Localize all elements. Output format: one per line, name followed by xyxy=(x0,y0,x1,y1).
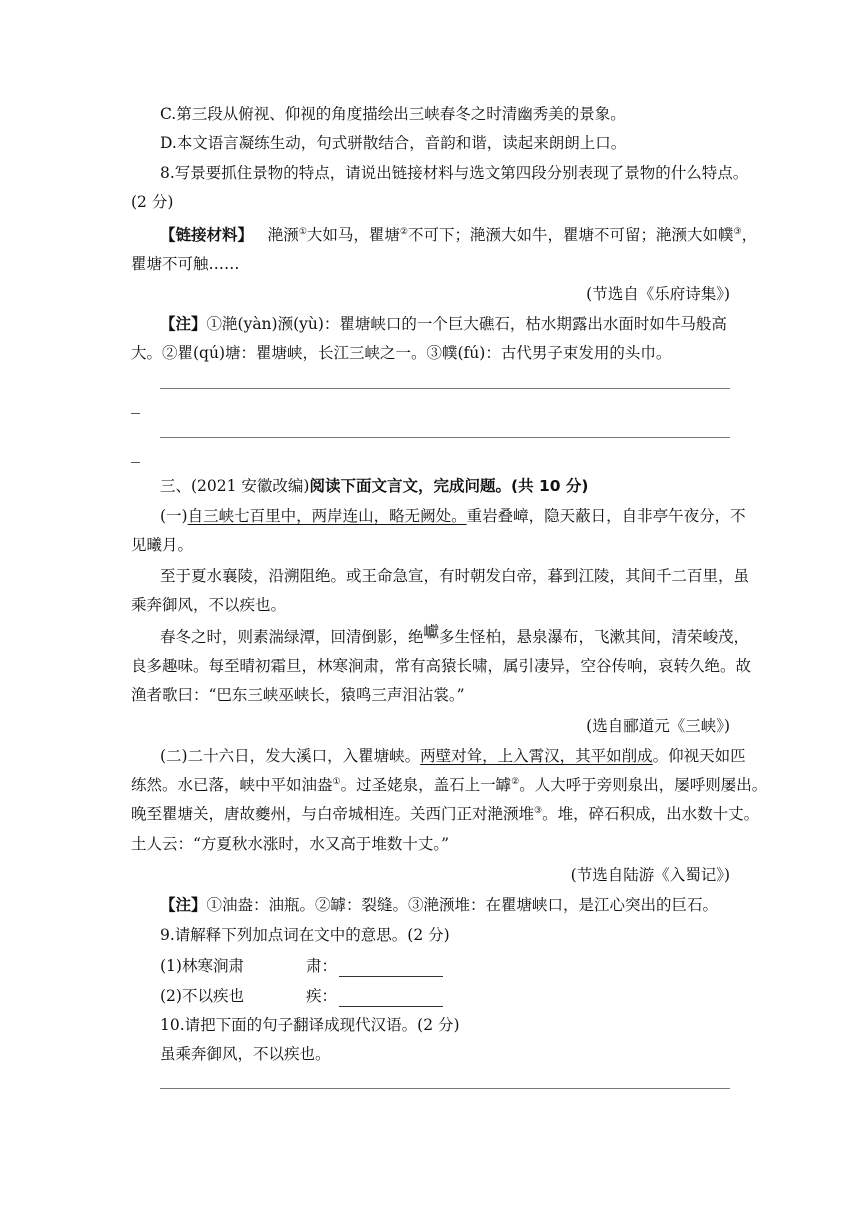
passage2-line3: 晚至瞿塘关，唐故夔州，与白帝城相连。关西门正对滟滪堆③。堆，碎石积成，出水数十丈。 xyxy=(131,805,760,823)
answer-blank[interactable] xyxy=(339,960,443,977)
q7-option-d: D.本文语言凝练生动，句式骈散结合，音韵和谐，读起来朗朗上口。 xyxy=(160,134,627,152)
passage2-source: (节选自陆游《入蜀记》) xyxy=(570,866,730,884)
underlined-sentence: 两壁对耸，上入霄汉，其平如削成 xyxy=(420,747,653,765)
answer-line[interactable] xyxy=(160,1088,730,1089)
passage2-line1: (二)二十六日，发大溪口，入瞿塘峡。两壁对耸，上入霄汉，其平如削成。仰视天如匹 xyxy=(160,747,746,765)
material-label: 【链接材料】 xyxy=(160,226,254,244)
q8-note-line2: 大。②瞿(qú)塘：瞿塘峡，长江三峡之一。③幞(fú)：古代男子束发用的头巾。 xyxy=(131,344,672,362)
answer-line-mark xyxy=(131,462,140,463)
q8-material-source: (节选自《乐府诗集》) xyxy=(586,285,730,303)
q8-points: (2 分) xyxy=(131,193,174,211)
rare-character: 巘 xyxy=(423,623,440,641)
q9-item2-answer: 疾： xyxy=(306,985,443,1007)
q8-material-line2: 瞿塘不可触…… xyxy=(131,255,240,273)
q9-item2: (2)不以疾也 xyxy=(160,987,244,1005)
passage1-line1: (一)自三峡七百里中，两岸连山，略无阙处。重岩叠嶂，隐天蔽日，自非亭午夜分，不 xyxy=(160,507,746,525)
q10-prompt: 10.请把下面的句子翻译成现代汉语。(2 分) xyxy=(160,1016,460,1034)
section3-note: 【注】①油盎：油瓶。②罅：裂缝。③滟滪堆：在瞿塘峡口，是江心突出的巨石。 xyxy=(160,896,719,914)
passage1-para2-line2: 乘奔御风，不以疾也。 xyxy=(131,596,287,614)
note-label: 【注】 xyxy=(160,315,207,333)
passage2-line2: 练然。水已落，峡中平如油盎①。过圣姥泉，盖石上一罅②。人大呼于旁则泉出，屡呼则屡出。 xyxy=(131,776,768,794)
note-label: 【注】 xyxy=(160,896,207,914)
underlined-sentence: 自三峡七百里中，两岸连山，略无阙处。 xyxy=(187,507,467,525)
q8-prompt: 8.写景要抓住景物的特点，请说出链接材料与选文第四段分别表现了景物的什么特点。 xyxy=(160,164,749,182)
passage1-para3-line3: 渔者歌曰：“巴东三峡巫峡长，猿鸣三声泪沾裳。” xyxy=(131,686,465,704)
answer-blank[interactable] xyxy=(339,990,443,1007)
q9-prompt: 9.请解释下列加点词在文中的意思。(2 分) xyxy=(160,926,450,944)
q9-item1-answer: 肃： xyxy=(306,955,443,977)
q9-item1: (1)林寒涧肃 xyxy=(160,957,244,975)
passage1-source: (选自郦道元《三峡》) xyxy=(586,717,730,735)
passage1-line2: 见曦月。 xyxy=(131,536,194,554)
q8-linked-material: 【链接材料】 滟滪①大如马，瞿塘②不可下；滟滪大如牛，瞿塘不可留；滟滪大如幞③， xyxy=(160,226,758,244)
passage2-line4: 土人云：“方夏秋水涨时，水又高于堆数十丈。” xyxy=(131,835,450,853)
answer-line-mark xyxy=(131,413,140,414)
q8-note: 【注】①滟(yàn)滪(yù)：瞿塘峡口的一个巨大礁石，枯水期露出水面时如牛马般高 xyxy=(160,315,727,333)
passage1-para3-line2: 良多趣味。每至晴初霜旦，林寒涧肃，常有高猿长啸，属引凄异，空谷传响，哀转久绝。故 xyxy=(131,657,752,675)
q10-sentence: 虽乘奔御风，不以疾也。 xyxy=(160,1045,331,1063)
passage1-para2: 至于夏水襄陵，沿溯阻绝。或王命急宣，有时朝发白帝，暮到江陵，其间千二百里，虽 xyxy=(160,567,750,585)
q7-option-c: C.第三段从俯视、仰视的角度描绘出三峡春冬之时清幽秀美的景象。 xyxy=(160,105,626,123)
section3-title: 三、(2021 安徽改编)阅读下面文言文，完成问题。(共 10 分) xyxy=(160,477,589,495)
answer-line[interactable] xyxy=(160,388,730,389)
passage1-para3: 春冬之时，则素湍绿潭，回清倒影，绝巘多生怪柏，悬泉瀑布，飞漱其间，清荣峻茂， xyxy=(160,623,750,646)
answer-line[interactable] xyxy=(160,437,730,438)
